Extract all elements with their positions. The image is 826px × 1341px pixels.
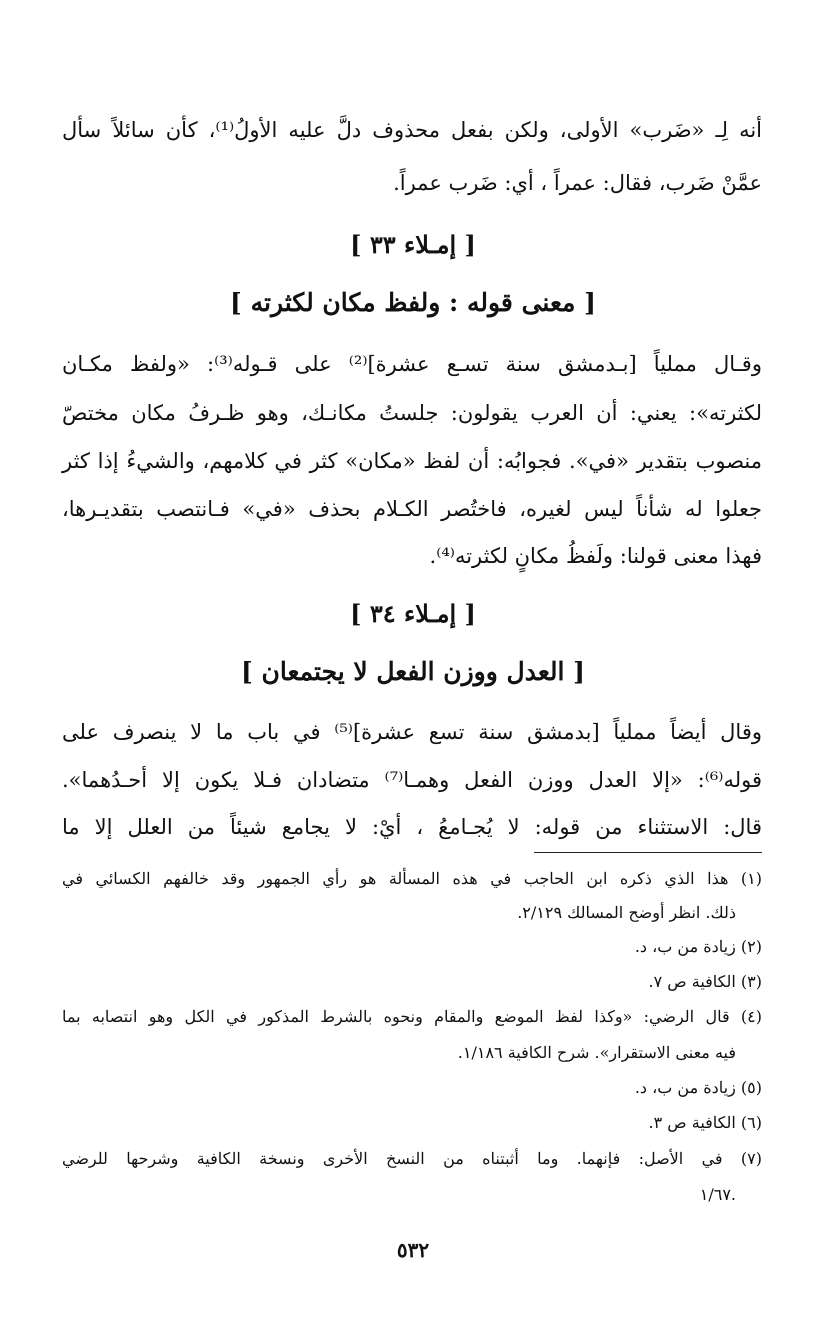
footnote-separator [534, 852, 762, 853]
footnote-2: (٢) زيادة من ب، د. [634, 937, 762, 956]
body-line: وقال أيضاً مملياً [بدمشق سنة تسع عشرة]⁽⁵⁾ في باب ما لا ينصرف على [62, 720, 762, 744]
body-line: لكثرته»: يعني: أن العرب يقولون: جلستُ مكانـك، وهو ظـرفُ مكان مختصّ [62, 401, 762, 425]
body-line: فهذا معنى قولنا: ولَفظُ مكانٍ لكثرته⁽⁴⁾. [429, 544, 762, 568]
body-line: عمَّنْ ضَرب، فقال: عمراً ، أي: ضَرب عمراً. [393, 171, 762, 195]
body-line: أنه لِـ «ضَرب» الأولى، ولكن بفعل محذوف دلَّ عليه الأولُ⁽¹⁾، كأن سائلاً سأل [62, 118, 763, 142]
body-line: منصوب بتقدير «في». فجوابُه: أن لفظ «مكان» كثر في كلامهم، والشيءُ إذا كثر [62, 449, 762, 473]
footnote-3: (٣) الكافية ص ٧. [648, 972, 762, 991]
footnote-1-continued: ذلك. انظر أوضح المسالك ٢/١٢٩. [517, 903, 736, 922]
body-line: قال: الاستثناء من قوله: لا يُجـامعُ ، أيْ: لا يجامع شيئاً من العلل إلا ما [62, 815, 762, 839]
section-heading-33: [ إمـلاء ٣٣ ] [350, 230, 476, 259]
section-heading-34: [ إمـلاء ٣٤ ] [350, 599, 476, 628]
section-title-34: [ العدل ووزن الفعل لا يجتمعان ] [241, 657, 585, 686]
footnote-5: (٥) زيادة من ب، د. [634, 1078, 762, 1097]
section-title-33: [ معنى قوله : ولفظ مكان لكثرته ] [230, 288, 596, 317]
footnote-7-continued: .١/٦٧ [699, 1185, 736, 1204]
footnote-7: (٧) في الأصل: فإنهما. وما أثبتناه من النسخ الأخرى ونسخة الكافية وشرحها للرضي [62, 1149, 762, 1168]
footnote-1: (١) هذا الذي ذكره ابن الحاجب في هذه المسألة هو رأي الجمهور وقد خالفهم الكسائي في [62, 869, 763, 888]
footnote-4: (٤) قال الرضي: «وكذا لفظ الموضع والمقام ونحوه بالشرط المذكور في الكل وهو انتصابه بما [62, 1007, 762, 1026]
footnote-6: (٦) الكافية ص ٣. [648, 1113, 762, 1132]
footnote-4-continued: فيه معنى الاستقرار». شرح الكافية ١/١٨٦. [457, 1043, 736, 1062]
body-line: وقـال مملياً [بـدمشق سنة تسـع عشرة]⁽²⁾ على قـوله⁽³⁾: «ولفظ مكـان [62, 352, 762, 376]
body-line: قوله⁽⁶⁾: «إلا العدل ووزن الفعل وهمـا⁽⁷⁾ متضادان فـلا يكون إلا أحـدُهما». [62, 768, 762, 792]
page-number: ٥٣٢ [396, 1238, 430, 1262]
body-line: جعلوا له شأناً ليس لغيره، فاختُصر الكـلام بحذف «في» فـانتصب بتقديـرها، [62, 497, 762, 521]
